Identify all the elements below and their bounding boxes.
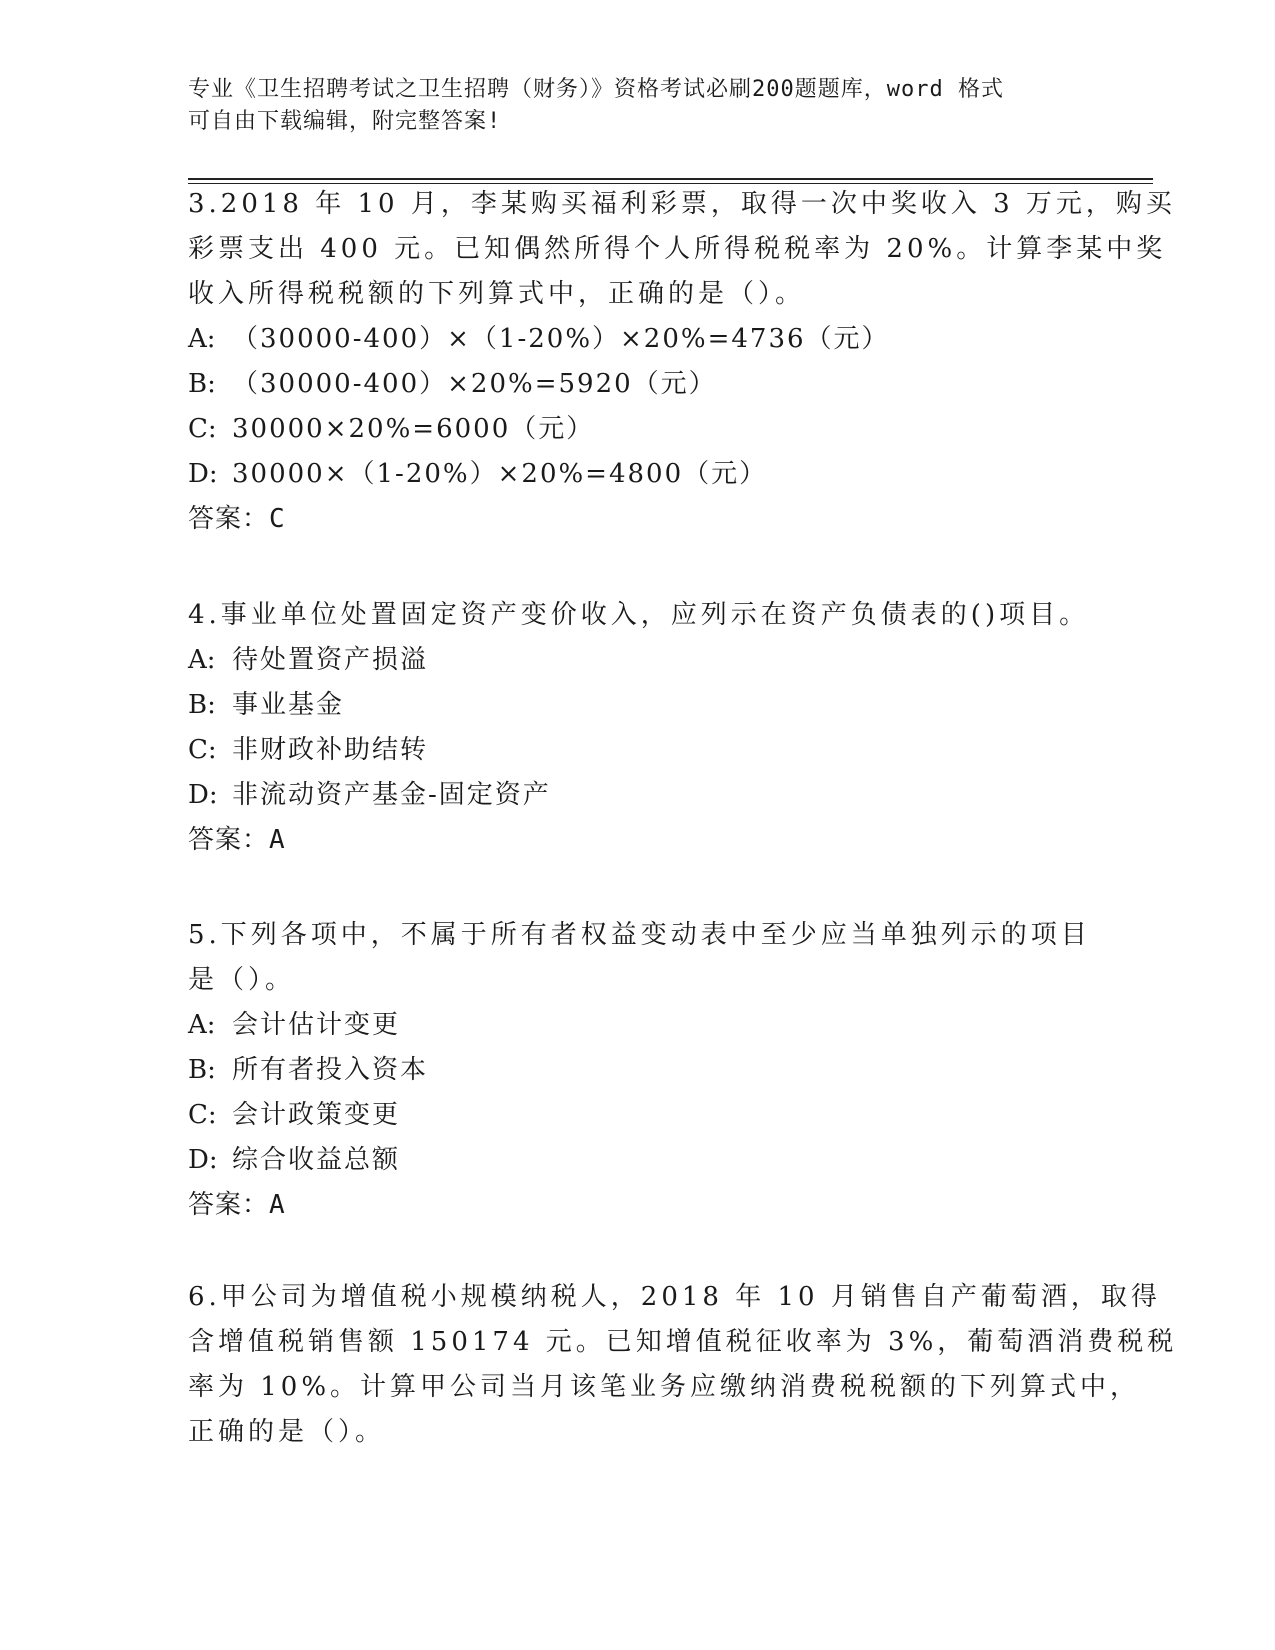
option-letter: C: bbox=[188, 414, 217, 444]
option-letter: D: bbox=[188, 780, 218, 810]
stem-line: 是（）。 bbox=[188, 965, 296, 995]
document-header bbox=[188, 74, 1088, 138]
stem-line: 收入所得税税额的下列算式中，正确的是（）。 bbox=[188, 279, 806, 309]
option-letter: A: bbox=[188, 1010, 216, 1040]
option-d bbox=[188, 1138, 1088, 1183]
option-text: （30000-400）×（1-20%）×20%=4736（元） bbox=[232, 324, 890, 354]
stem-line: 正确的是（）。 bbox=[188, 1417, 386, 1447]
answer-label: 答案：A bbox=[188, 1190, 286, 1220]
option-b bbox=[188, 1048, 1088, 1093]
option-text: 30000×20%=6000（元） bbox=[232, 414, 595, 444]
option-d bbox=[188, 773, 1088, 818]
question-stem bbox=[188, 913, 1091, 1003]
option-letter: B: bbox=[188, 690, 216, 720]
option-text: 非财政补助结转 bbox=[232, 735, 429, 765]
question-stem bbox=[188, 182, 1176, 317]
answer-label: 答案：C bbox=[188, 504, 286, 534]
stem-line: 5.下列各项中，不属于所有者权益变动表中至少应当单独列示的项目 bbox=[188, 920, 1091, 950]
option-text: 待处置资产损溢 bbox=[232, 645, 429, 675]
question-6 bbox=[188, 1275, 1178, 1455]
option-text: 综合收益总额 bbox=[232, 1145, 401, 1175]
option-text: 事业基金 bbox=[232, 690, 345, 720]
option-letter: B: bbox=[188, 1055, 216, 1085]
option-letter: C: bbox=[188, 1100, 217, 1130]
option-letter: B: bbox=[188, 369, 216, 399]
header-line-2: 可自由下载编辑，附完整答案! bbox=[188, 109, 502, 134]
option-d bbox=[188, 452, 1088, 497]
option-c bbox=[188, 1093, 1088, 1138]
option-text: 30000×（1-20%）×20%=4800（元） bbox=[232, 459, 768, 489]
stem-line: 含增值税销售额 150174 元。已知增值税征收率为 3%，葡萄酒消费税税 bbox=[188, 1327, 1178, 1357]
option-a bbox=[188, 1003, 1088, 1048]
option-c bbox=[188, 728, 1088, 773]
option-text: （30000-400）×20%=5920（元） bbox=[232, 369, 717, 399]
option-letter: A: bbox=[188, 645, 216, 675]
question-stem bbox=[188, 1275, 1178, 1455]
option-c bbox=[188, 407, 1088, 452]
question-stem bbox=[188, 593, 1088, 638]
stem-line: 6.甲公司为增值税小规模纳税人，2018 年 10 月销售自产葡萄酒，取得 bbox=[188, 1282, 1161, 1312]
option-letter: D: bbox=[188, 1145, 218, 1175]
option-b bbox=[188, 683, 1088, 728]
option-text: 会计估计变更 bbox=[232, 1010, 401, 1040]
option-a bbox=[188, 317, 1088, 362]
header-divider bbox=[188, 178, 1153, 180]
question-5 bbox=[188, 913, 1091, 1228]
option-letter: A: bbox=[188, 324, 216, 354]
header-line-1: 专业《卫生招聘考试之卫生招聘（财务）》资格考试必刷200题题库，word 格式 bbox=[188, 77, 1004, 102]
stem-line: 4.事业单位处置固定资产变价收入，应列示在资产负债表的()项目。 bbox=[188, 600, 1090, 630]
stem-line: 彩票支出 400 元。已知偶然所得个人所得税税率为 20%。计算李某中奖 bbox=[188, 234, 1167, 264]
option-b bbox=[188, 362, 1088, 407]
stem-line: 率为 10%。计算甲公司当月该笔业务应缴纳消费税税额的下列算式中， bbox=[188, 1372, 1141, 1402]
option-a bbox=[188, 638, 1088, 683]
option-text: 非流动资产基金-固定资产 bbox=[232, 780, 551, 810]
option-letter: D: bbox=[188, 459, 218, 489]
stem-line: 3.2018 年 10 月，李某购买福利彩票，取得一次中奖收入 3 万元，购买 bbox=[188, 189, 1176, 219]
question-3 bbox=[188, 182, 1176, 542]
question-4 bbox=[188, 593, 1088, 863]
answer-label: 答案：A bbox=[188, 825, 286, 855]
option-text: 会计政策变更 bbox=[232, 1100, 401, 1130]
option-letter: C: bbox=[188, 735, 217, 765]
option-text: 所有者投入资本 bbox=[232, 1055, 429, 1085]
